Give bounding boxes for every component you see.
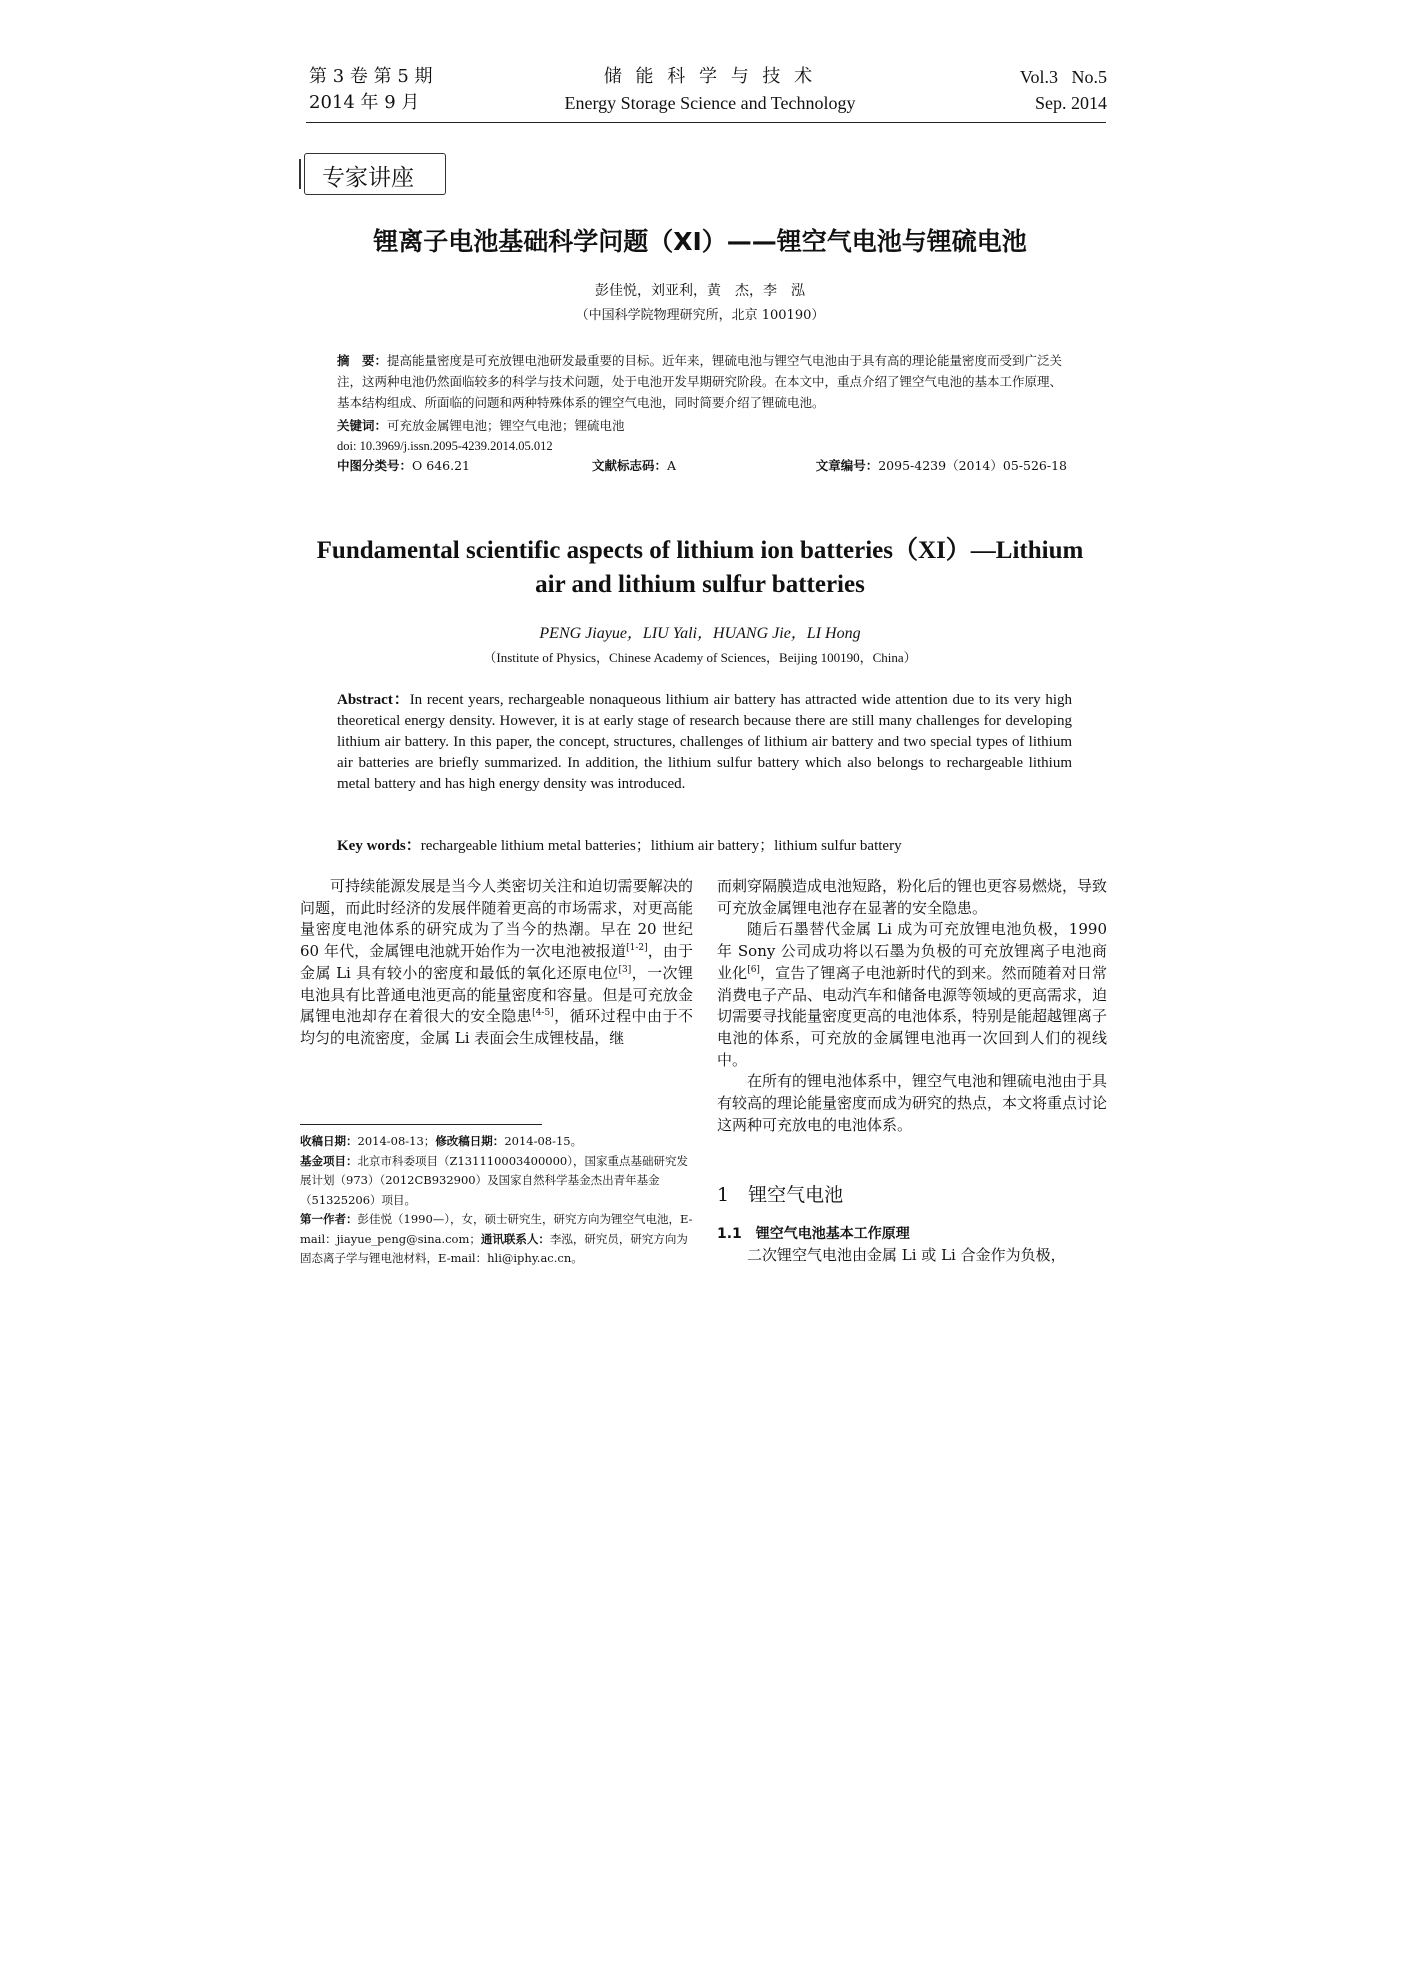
clc bbox=[337, 456, 470, 476]
title-en-line2: air and lithium sulfur batteries bbox=[535, 571, 865, 598]
fund-value: 北京市科委项目（Z131110003400000），国家重点基础研究发展计划（973）（2012CB932900）及国家自然科学基金杰出青年基金（51325206）项目。 bbox=[300, 1153, 688, 1207]
contact-label: 通讯联系人： bbox=[480, 1231, 550, 1246]
body-paragraph: 二次锂空气电池由金属 Li 或 Li 合金作为负极， bbox=[747, 1246, 1066, 1264]
article-number bbox=[816, 456, 1067, 476]
volume-en: Vol.3 No.5 bbox=[1019, 67, 1107, 87]
footnotes bbox=[300, 1132, 695, 1269]
abstract-cn-text: 提高能量密度是可充放锂电池研发最重要的目标。近年来，锂硫电池与锂空气电池由于具有高的理论能量密度而受到广泛关注，这两种电池仍然面临较多的科学与技术问题，处于电池开发早期研究阶段。在本文中，重点介绍了锂空气电池的基本工作原理、基本结构组成、所面临的问题和两种特殊体系的锂空气电池，同时简要介绍了锂硫电池。 bbox=[337, 353, 1063, 410]
body-paragraph bbox=[717, 919, 1107, 1071]
text-run: ，循环过程中由于不均匀的电流密度，金属 Li 表面会生成锂枝晶，继 bbox=[300, 1007, 693, 1047]
header-volume-en bbox=[1020, 64, 1107, 116]
author-label: 第一作者： bbox=[300, 1212, 358, 1226]
fund-label: 基金项目： bbox=[300, 1153, 358, 1168]
abstract-en-text: In recent years, rechargeable nonaqueous lithium air battery has attracted wide attention due to its very high theoretical energy density. However, it is at early stage of research because there are still many challenges for developing lithium air battery. In this paper, the concept, structures, challenges of lithium air battery and two special types of lithium air batteries are briefly summarized. In addition, the lithium sulfur battery which also belongs to rechargeable lithium metal battery and has high energy density was introduced. bbox=[337, 692, 1072, 792]
citation-link[interactable]: [4-5] bbox=[532, 1008, 554, 1019]
column-tag-label: 专家讲座 bbox=[322, 165, 414, 191]
header-volume-issue bbox=[309, 64, 433, 116]
doi: doi: 10.3969/j.issn.2095-4239.2014.05.012 bbox=[337, 439, 553, 453]
body-paragraph: 在所有的锂电池体系中，锂空气电池和锂硫电池由于具有较高的理论能量密度而成为研究的热点，本文将重点讨论这两种可充放电的电池体系。 bbox=[717, 1072, 1108, 1134]
keywords-cn-text: 可充放金属锂电池；锂空气电池；锂硫电池 bbox=[387, 418, 625, 433]
abstract-cn bbox=[337, 350, 1067, 476]
doc-code-value: A bbox=[667, 458, 677, 473]
keywords-cn bbox=[337, 416, 1067, 436]
title-en bbox=[290, 534, 1110, 602]
article-number-value: 2095-4239（2014）05-526-18 bbox=[878, 458, 1067, 473]
authors-cn: 彭佳悦，刘亚利，黄 杰，李 泓 bbox=[595, 283, 805, 299]
header-journal bbox=[500, 64, 920, 116]
classification bbox=[337, 456, 1067, 476]
revised-label: 修改稿日期： bbox=[435, 1134, 505, 1148]
date-en: Sep. 2014 bbox=[1035, 93, 1107, 113]
keywords-en-label: Key words： bbox=[337, 838, 421, 854]
keywords-en-text: rechargeable lithium metal batteries；lithium air battery；lithium sulfur battery bbox=[420, 838, 902, 854]
text-run: 随后石墨替代金属 Li 成为可充放锂电池负极，1990 年 Sony 公司成功将以石墨为负极的可充放锂离子电池商业化 bbox=[717, 920, 1107, 982]
citation-link[interactable]: [3] bbox=[618, 964, 632, 975]
authors-en: PENG Jiayue，LIU Yali，HUANG Jie，LI Hong bbox=[539, 625, 861, 642]
date-cn: 2014 年 9 月 bbox=[309, 92, 420, 113]
volume-cn: 第 3 卷 第 5 期 bbox=[309, 66, 433, 87]
abstract-en-label: Abstract： bbox=[337, 692, 410, 708]
author-value: 彭佳悦（1990—），女，硕士研究生，研究方向为锂空气电池，E-mail：jiayue_peng@sina.com； bbox=[300, 1212, 693, 1246]
citation-link[interactable]: [6] bbox=[747, 964, 760, 975]
abstract-cn-label: 摘 要： bbox=[337, 353, 388, 368]
journal-name-cn: 储 能 科 学 与 技 术 bbox=[603, 66, 817, 87]
received-label: 收稿日期： bbox=[300, 1134, 358, 1148]
keywords-en bbox=[337, 834, 1072, 855]
section-heading-1-1: 1.1 锂空气电池基本工作原理 bbox=[717, 1226, 910, 1242]
footnote-author bbox=[300, 1210, 695, 1269]
article-number-label: 文章编号： bbox=[815, 458, 879, 473]
header-rule bbox=[306, 122, 1106, 123]
clc-value: O 646.21 bbox=[412, 458, 470, 473]
citation-link[interactable]: [1-2] bbox=[626, 943, 648, 954]
abstract-cn-body bbox=[337, 350, 1067, 413]
column-tag bbox=[304, 153, 446, 195]
journal-name-en: Energy Storage Science and Technology bbox=[564, 93, 856, 113]
revised-value: 2014-08-15。 bbox=[504, 1134, 583, 1148]
body-paragraph: 而刺穿隔膜造成电池短路，粉化后的锂也更容易燃烧，导致可充放金属锂电池存在显著的安全隐患。 bbox=[717, 877, 1108, 917]
text-run: ，由于金属 Li 具有较小的密度和最低的氧化还原电位 bbox=[300, 942, 693, 982]
affiliation-en: （Institute of Physics，Chinese Academy of Sciences，Beijing 100190，China） bbox=[483, 650, 917, 665]
doc-code bbox=[592, 456, 676, 476]
footnote-fund bbox=[300, 1152, 695, 1211]
body-right-column bbox=[717, 876, 1107, 1136]
received-value: 2014-08-13； bbox=[357, 1134, 436, 1148]
title-en-line1: Fundamental scientific aspects of lithium ion batteries（XI）—Lithium bbox=[316, 537, 1084, 564]
footnote-rule bbox=[300, 1124, 542, 1125]
text-run: ，一次锂电池具有比普通电池更高的能量密度和容量。但是可充放金属锂电池却存在着很大的安全隐患 bbox=[300, 963, 693, 1026]
keywords-cn-label: 关键词： bbox=[337, 418, 388, 433]
doc-code-label: 文献标志码： bbox=[592, 458, 668, 473]
text-run: 可持续能源发展是当今人类密切关注和迫切需要解决的问题，而此时经济的发展伴随着更高的市场需求，对更高能量密度电池体系的研究成为了当今的热潮。早在 20 世纪 60 年代，金属锂电池就开始作为一次电池被报道 bbox=[300, 877, 693, 961]
column-tag-bracket bbox=[299, 159, 309, 189]
abstract-en bbox=[337, 690, 1072, 795]
section-heading-1: 1 锂空气电池 bbox=[717, 1184, 844, 1206]
body-left-column bbox=[300, 876, 693, 1050]
text-run: ，宣告了锂离子电池新时代的到来。然而随着对日常消费电子产品、电动汽车和储备电源等领域的更高需求，迫切需要寻找能量密度更高的电池体系，特别是能超越锂离子电池的体系，可充放的金属锂电池再一次回到人们的视线中。 bbox=[717, 963, 1108, 1069]
title-cn: 锂离子电池基础科学问题（XI）——锂空气电池与锂硫电池 bbox=[373, 227, 1027, 256]
contact-value: 李泓，研究员，研究方向为固态离子学与锂电池材料，E-mail：hli@iphy.ac.cn。 bbox=[300, 1231, 688, 1265]
clc-label: 中图分类号： bbox=[337, 458, 413, 473]
affiliation-cn: （中国科学院物理研究所，北京 100190） bbox=[575, 308, 825, 323]
body-paragraph bbox=[300, 876, 693, 1050]
footnote-dates bbox=[300, 1132, 695, 1152]
